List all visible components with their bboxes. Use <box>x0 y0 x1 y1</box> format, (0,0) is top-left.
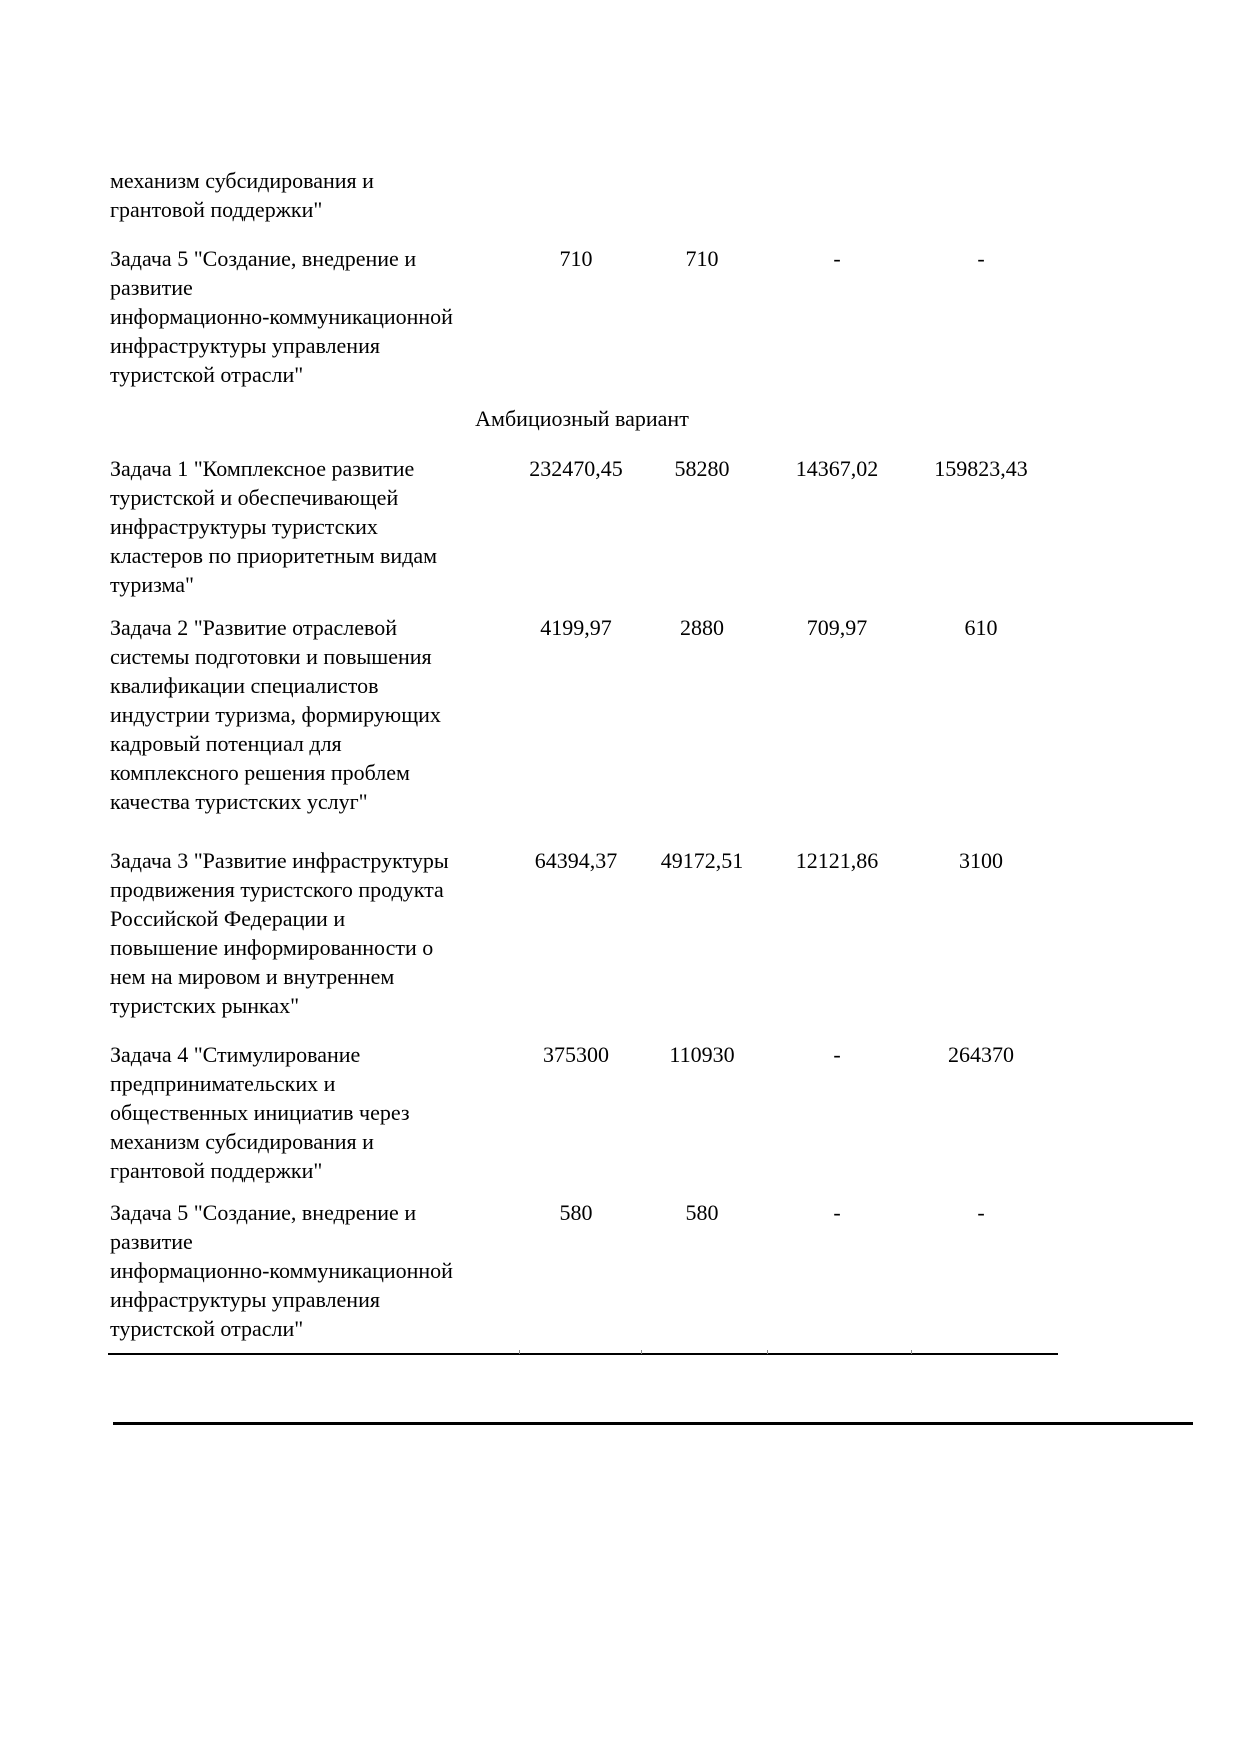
value-cell: 4199,97 <box>540 615 612 640</box>
value-cell: - <box>977 246 985 271</box>
value-cell: 58280 <box>674 456 730 481</box>
value-cell: - <box>833 1042 841 1067</box>
column-divider-tick <box>767 1350 768 1354</box>
value-cell: - <box>833 1200 841 1225</box>
value-cell: 159823,43 <box>934 456 1028 481</box>
column-divider-tick <box>911 1350 912 1354</box>
value-cell: 2880 <box>680 615 724 640</box>
value-cell: 375300 <box>543 1042 609 1067</box>
table-bottom-border <box>108 1353 1058 1355</box>
column-divider-tick <box>641 1350 642 1354</box>
value-cell: 12121,86 <box>795 848 879 873</box>
value-cell: 610 <box>964 615 998 640</box>
value-cell: 264370 <box>948 1042 1014 1067</box>
task-cell: Задача 3 "Развитие инфраструктуры продвижения туристского продукта Российской Федерации и повышение информированности о нем на мировом и внутреннем туристских рынках" <box>110 848 449 1018</box>
value-cell: 710 <box>559 246 593 271</box>
footer-separator-line <box>113 1422 1193 1425</box>
value-cell: 710 <box>685 246 719 271</box>
value-cell: 580 <box>559 1200 593 1225</box>
task-cell: Задача 4 "Стимулирование предпринимательских и общественных инициатив через механизм субсидирования и грантовой поддержки" <box>110 1042 410 1183</box>
task-cell: Задача 5 "Создание, внедрение и развитие информационно-коммуникационной инфраструктуры управления туристской отрасли" <box>110 1200 453 1341</box>
value-cell: 3100 <box>959 848 1003 873</box>
value-cell: 110930 <box>669 1042 735 1067</box>
task-cell: механизм субсидирования и грантовой поддержки" <box>110 168 374 222</box>
value-cell: 14367,02 <box>795 456 879 481</box>
value-cell: 64394,37 <box>534 848 618 873</box>
value-cell: - <box>833 246 841 271</box>
value-cell: 709,97 <box>806 615 868 640</box>
value-cell: - <box>977 1200 985 1225</box>
value-cell: 232470,45 <box>529 456 623 481</box>
value-cell: 580 <box>685 1200 719 1225</box>
task-cell: Задача 1 "Комплексное развитие туристской и обеспечивающей инфраструктуры туристских кластеров по приоритетным видам туризма" <box>110 456 438 597</box>
value-cell: 49172,51 <box>660 848 744 873</box>
column-divider-tick <box>519 1350 520 1354</box>
section-heading-ambitious-variant: Амбициозный вариант <box>475 406 689 431</box>
task-cell: Задача 2 "Развитие отраслевой системы подготовки и повышения квалификации специалистов индустрии туризма, формирующих кадровый потенциал для комплексного решения проблем качества туристских услуг" <box>110 615 441 814</box>
task-cell: Задача 5 "Создание, внедрение и развитие информационно-коммуникационной инфраструктуры управления туристской отрасли" <box>110 246 453 387</box>
